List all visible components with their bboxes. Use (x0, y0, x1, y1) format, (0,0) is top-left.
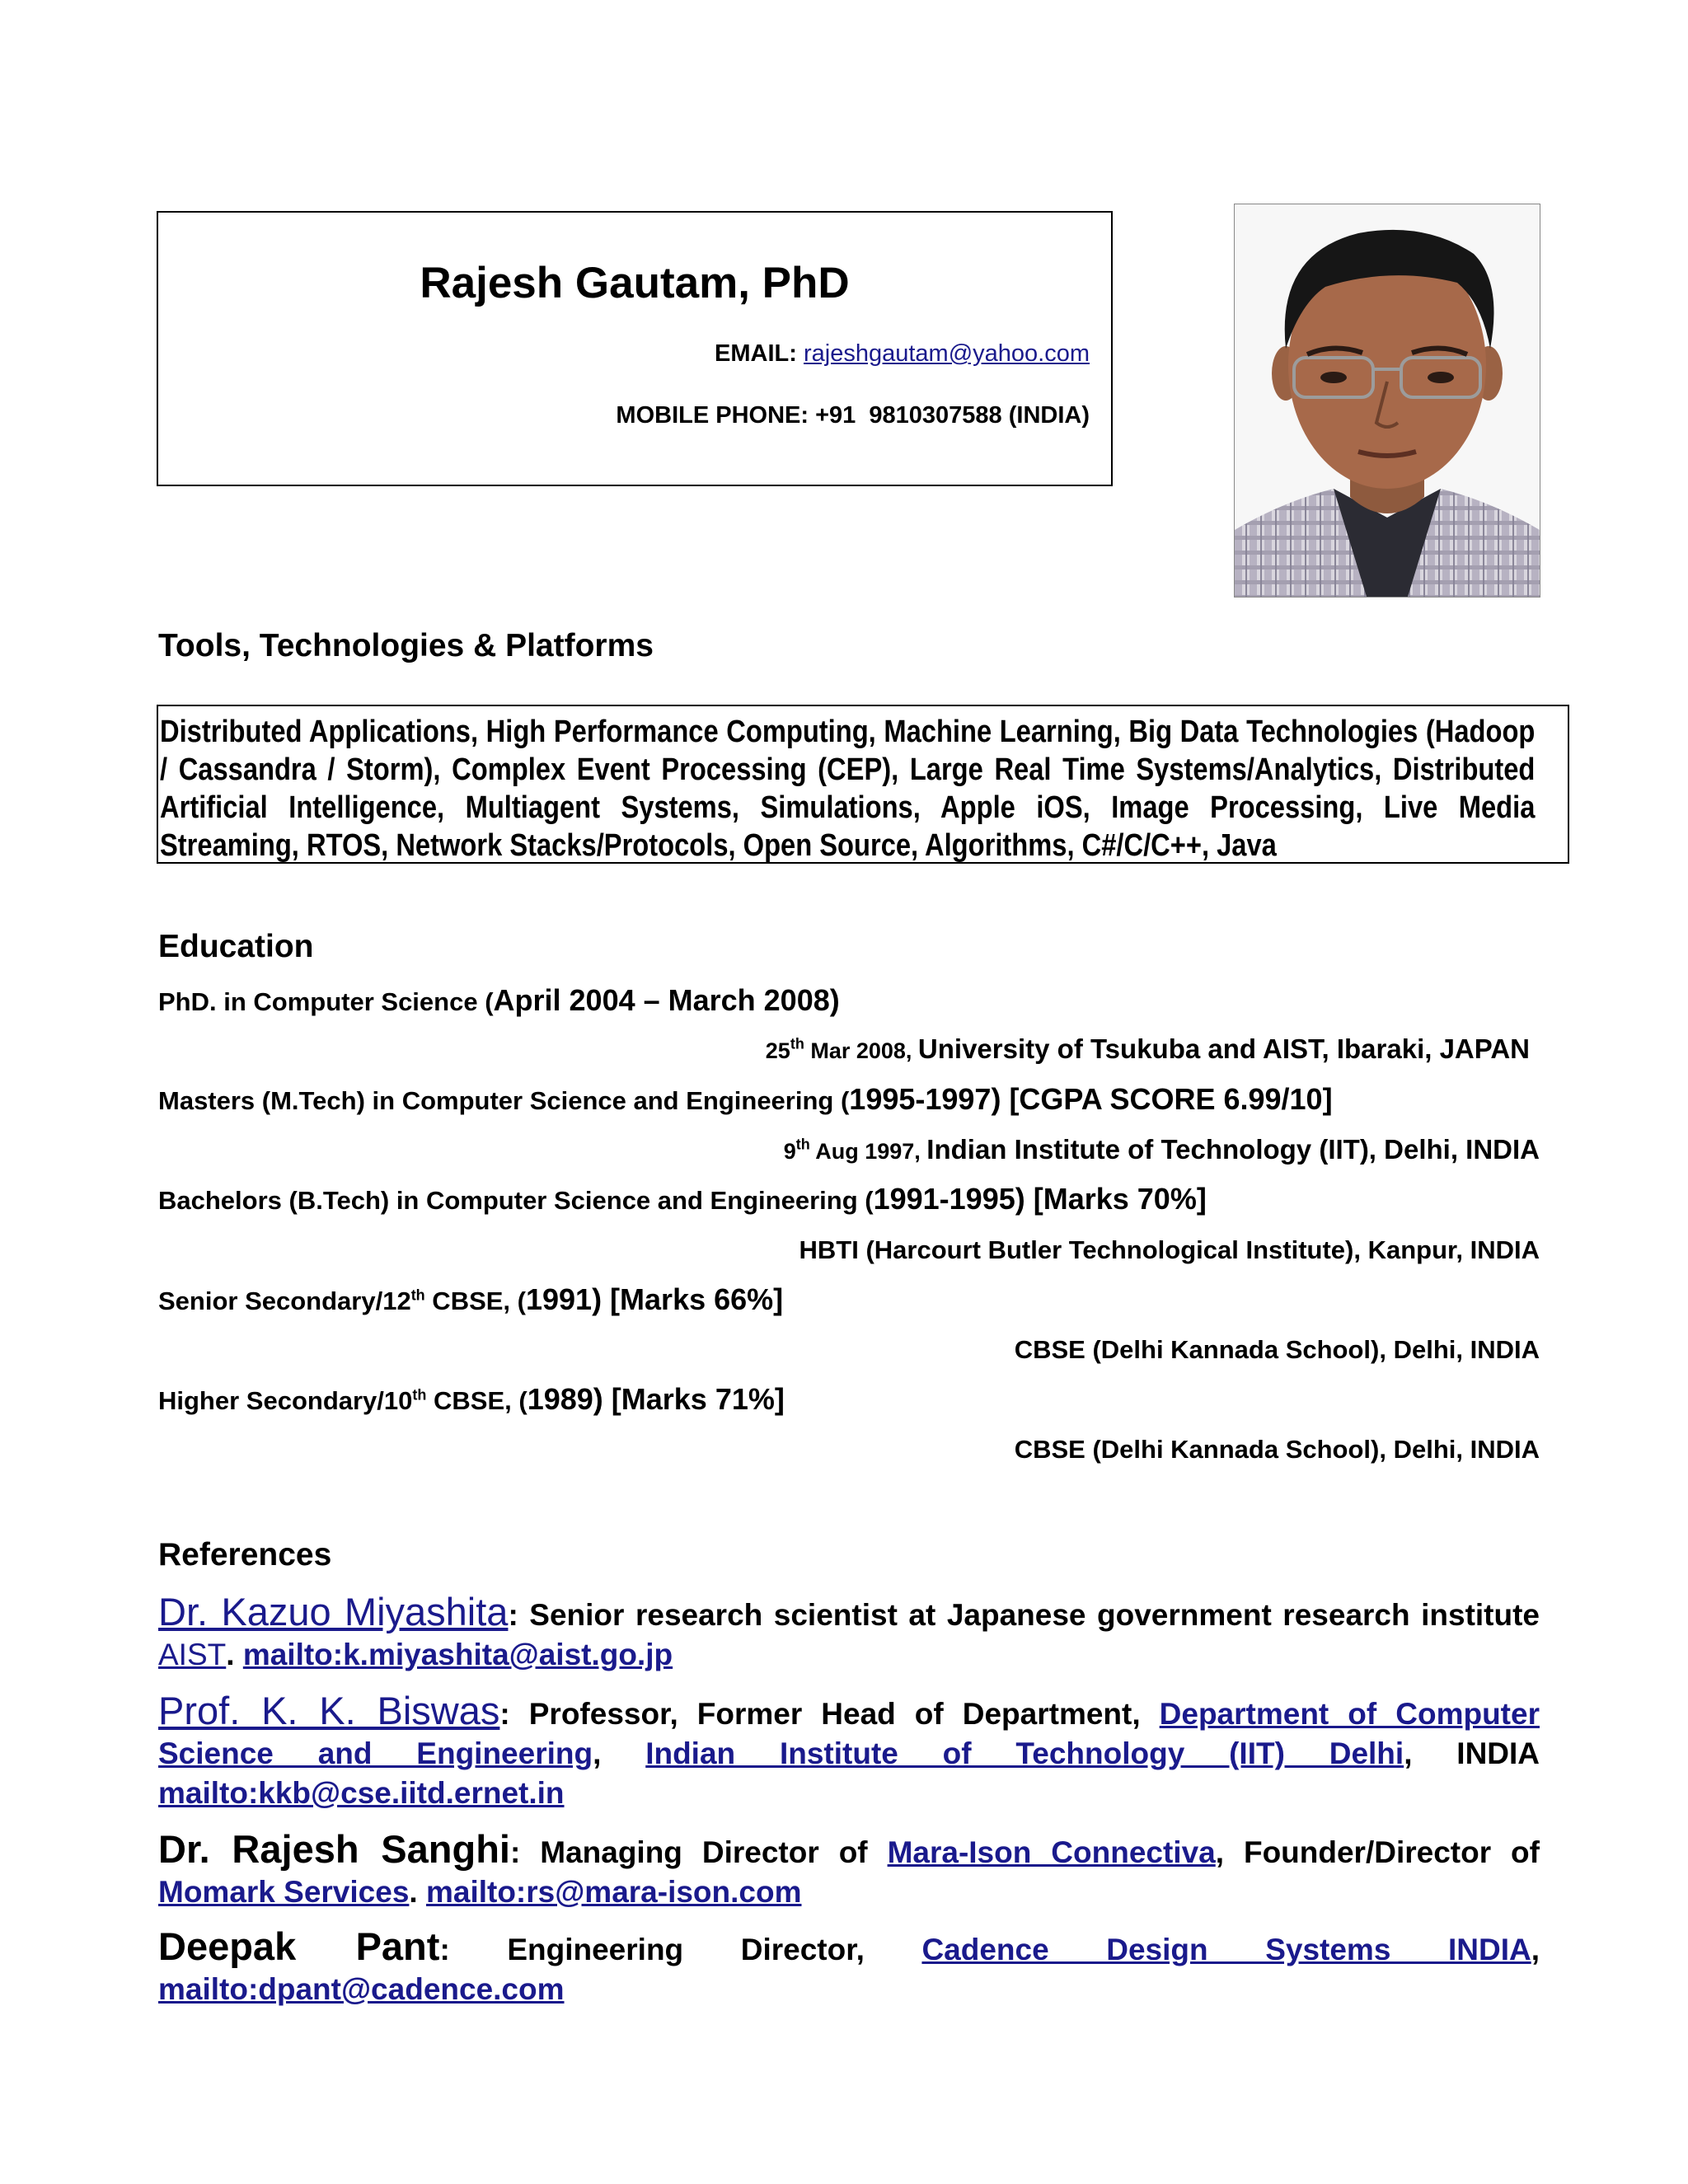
ref3-desc: : Managing Director of (509, 1835, 888, 1869)
email-line (715, 340, 1090, 368)
profile-photo (1234, 204, 1540, 598)
ref1-mail-link[interactable]: mailto:k.miyashita@aist.go.jp (242, 1638, 673, 1671)
edu-hs-period: 1989) [Marks 71%] (527, 1382, 785, 1416)
ref3-sep: . (409, 1875, 426, 1909)
reference-3 (158, 1827, 1540, 1912)
ref2-desc: : Professor, Former Head of Department, (499, 1697, 1160, 1731)
ref2-name-link[interactable]: Prof. K. K. Biswas (158, 1689, 500, 1732)
reference-2 (158, 1691, 1540, 1813)
edu-ss-title-sup: th (410, 1286, 425, 1304)
ref3-name: Dr. Rajesh Sanghi (158, 1827, 510, 1871)
education-heading: Education (158, 929, 314, 964)
header-box (157, 211, 1113, 486)
skills-text: Distributed Applications, High Performance Computing, Machine Learning, Big Data Technologies (Hadoop / Cassandra / Storm), Complex Event Processing (CEP), Large Real Time Systems/Analytics, Distributed Artificial Intelligence, Multiagent Systems, Simulations, Apple iOS, Image Processing, Live Media Streaming, RTOS, Network Stacks/Protocols, Open Source, Algorithms, C#/C/C++, Java (160, 715, 1536, 863)
edu-phd-date-day: 25 (765, 1038, 790, 1063)
edu-masters-degree: Masters (M.Tech) in Computer Science and Engineering ( (158, 1086, 850, 1115)
edu-phd-date-sup: th (790, 1035, 804, 1052)
edu-masters-date-day: 9 (783, 1139, 796, 1164)
email-label: EMAIL: (715, 340, 804, 367)
ref3-org2-link[interactable]: Momark Services (158, 1875, 410, 1909)
ref1-org-link[interactable]: AIST (158, 1638, 227, 1671)
ref4-mail-link[interactable]: mailto:dpant@cadence.com (158, 1972, 565, 2006)
reference-1 (158, 1592, 1540, 1675)
edu-phd-institution (766, 1033, 1530, 1065)
ref4-sep: , (1531, 1933, 1540, 1966)
ref2-comma: , (593, 1736, 646, 1770)
edu-higher-secondary-institution: CBSE (Delhi Kannada School), Delhi, INDIA (1014, 1435, 1540, 1464)
edu-senior-secondary-title (158, 1282, 783, 1317)
edu-phd-title (158, 983, 840, 1018)
edu-bachelors-institution: HBTI (Harcourt Butler Technological Institute), Kanpur, INDIA (799, 1235, 1540, 1264)
ref1-desc: : Senior research scientist at Japanese government research institute (508, 1598, 1540, 1632)
candidate-name: Rajesh Gautam, PhD (420, 259, 850, 307)
edu-bachelors-title (158, 1182, 1207, 1216)
edu-phd-degree: PhD. in Computer Science ( (158, 987, 494, 1016)
ref1-name-link[interactable]: Dr. Kazuo Miyashita (158, 1590, 509, 1633)
edu-masters-institution (784, 1134, 1540, 1165)
ref2-inst-link[interactable]: Indian Institute of Technology (IIT) Delhi (645, 1736, 1404, 1770)
ref2-dept-link[interactable]: Department of Computer Science and Engineering (158, 1697, 1540, 1770)
references-heading: References (158, 1537, 332, 1572)
edu-masters-period: 1995-1997) [CGPA SCORE 6.99/10] (849, 1082, 1333, 1116)
edu-hs-title-sup: th (412, 1386, 427, 1404)
email-link[interactable]: rajeshgautam@yahoo.com (803, 340, 1090, 367)
ref1-sep: . (226, 1638, 243, 1671)
ref4-name: Deepak Pant (158, 1924, 440, 1968)
skills-box (157, 705, 1569, 864)
ref2-mail-link[interactable]: mailto:kkb@cse.iitd.ernet.in (158, 1776, 565, 1810)
reference-4 (158, 1924, 1540, 2009)
skills-heading: Tools, Technologies & Platforms (158, 628, 654, 663)
edu-phd-period: April 2004 – March 2008) (493, 983, 840, 1017)
ref3-mail-link[interactable]: mailto:rs@mara-ison.com (425, 1875, 802, 1909)
edu-ss-title-pre: Senior Secondary/12 (158, 1286, 411, 1315)
ref4-org-link[interactable]: Cadence Design Systems INDIA (921, 1933, 1531, 1966)
edu-masters-inst-name: Indian Institute of Technology (IIT), Delhi, INDIA (926, 1134, 1540, 1165)
ref3-mid: , Founder/Director of (1215, 1835, 1540, 1869)
edu-bachelors-degree: Bachelors (B.Tech) in Computer Science and Engineering ( (158, 1186, 874, 1215)
edu-bachelors-period: 1991-1995) [Marks 70%] (873, 1182, 1207, 1216)
edu-masters-date-sup: th (795, 1136, 810, 1153)
ref4-desc: : Engineering Director, (439, 1933, 922, 1966)
ref3-org1-link[interactable]: Mara-Ison Connectiva (887, 1835, 1216, 1869)
edu-masters-title (158, 1082, 1333, 1117)
edu-ss-period: 1991) [Marks 66%] (525, 1282, 784, 1316)
edu-hs-title-post: CBSE, ( (426, 1386, 528, 1415)
ref2-country: , INDIA (1404, 1736, 1540, 1770)
edu-hs-title-pre: Higher Secondary/10 (158, 1386, 413, 1415)
portrait-illustration (1235, 204, 1540, 597)
edu-phd-inst-name: University of Tsukuba and AIST, Ibaraki, JAPAN (917, 1033, 1530, 1064)
edu-higher-secondary-title (158, 1382, 785, 1417)
phone-line: MOBILE PHONE: +91 9810307588 (INDIA) (616, 402, 1090, 429)
edu-phd-date-rest: Mar 2008, (804, 1038, 918, 1063)
edu-ss-title-post: CBSE, ( (424, 1286, 526, 1315)
edu-masters-date-rest: Aug 1997, (809, 1139, 927, 1164)
edu-senior-secondary-institution: CBSE (Delhi Kannada School), Delhi, INDIA (1014, 1335, 1540, 1364)
